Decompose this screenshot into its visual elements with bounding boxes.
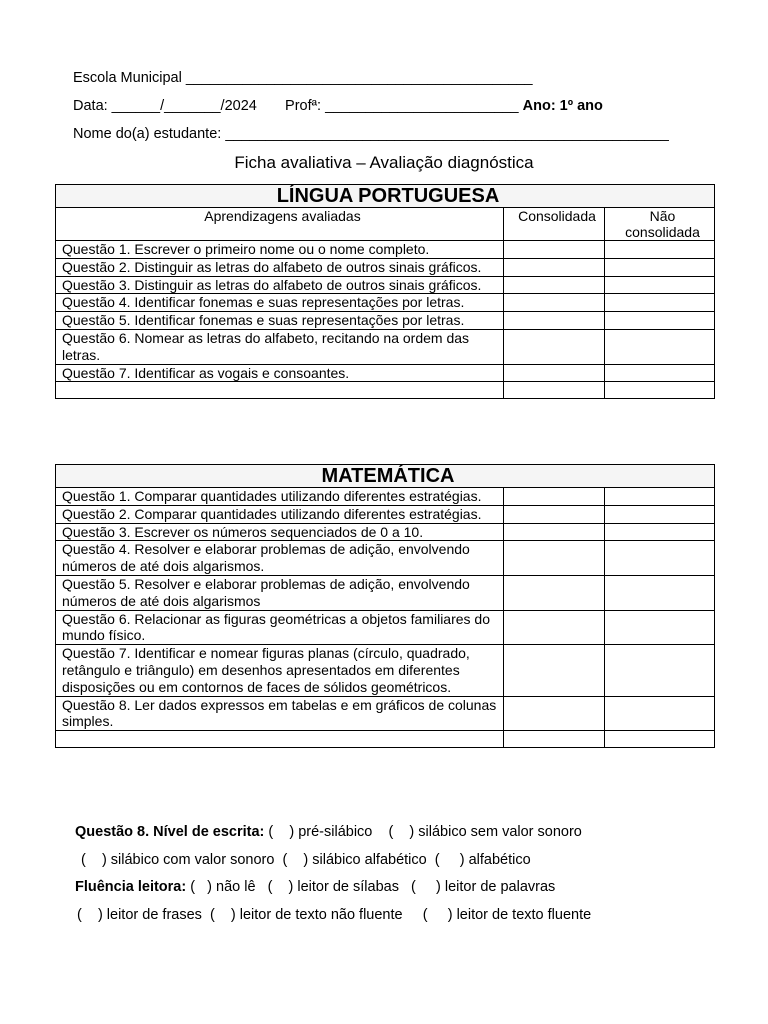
not-consolidated-cell[interactable] [605, 610, 715, 645]
col-header-consolidated: Consolidada [504, 208, 605, 241]
not-consolidated-cell[interactable] [605, 696, 715, 731]
not-consolidated-cell[interactable] [605, 645, 715, 696]
not-consolidated-cell[interactable] [605, 312, 715, 330]
reading-fluency-options-2[interactable]: ( ) leitor de frases ( ) leitor de texto não fluente ( ) leitor de texto fluente [77, 907, 592, 923]
consolidated-cell[interactable] [504, 575, 605, 610]
table-row [56, 696, 715, 731]
col-header-not-consolidated: Não consolidada [605, 208, 715, 241]
consolidated-cell[interactable] [504, 610, 605, 645]
table-row [56, 523, 715, 541]
reading-fluency-line-1 [75, 879, 555, 895]
consolidated-cell[interactable] [504, 276, 605, 294]
consolidated-cell[interactable] [504, 294, 605, 312]
not-consolidated-cell[interactable] [605, 541, 715, 576]
consolidated-cell[interactable] [504, 312, 605, 330]
table-row [56, 276, 715, 294]
not-consolidated-cell[interactable] [605, 241, 715, 259]
consolidated-cell[interactable] [504, 364, 605, 382]
question-text: Questão 7. Identificar e nomear figuras planas (círculo, quadrado, retângulo e triângulo) em desenhos apresentados em diferentes disposições ou em contornos de faces de sólidos geométricos. [56, 645, 504, 696]
table-row [56, 505, 715, 523]
table-row [56, 241, 715, 259]
table-row [56, 488, 715, 506]
table-row [56, 312, 715, 330]
empty-cell [605, 731, 715, 748]
question-text: Questão 2. Distinguir as letras do alfabeto de outros sinais gráficos. [56, 258, 504, 276]
not-consolidated-cell[interactable] [605, 488, 715, 506]
not-consolidated-cell[interactable] [605, 505, 715, 523]
writing-level-options-2[interactable]: ( ) silábico com valor sonoro ( ) silábico alfabético ( ) alfabético [81, 852, 531, 868]
consolidated-cell[interactable] [504, 523, 605, 541]
table-row [56, 575, 715, 610]
consolidated-cell[interactable] [504, 645, 605, 696]
document-title: Ficha avaliativa – Avaliação diagnóstica [234, 153, 534, 172]
portuguese-heading-row [56, 185, 715, 208]
consolidated-cell[interactable] [504, 329, 605, 364]
math-heading-row [56, 465, 715, 488]
question-text: Questão 6. Relacionar as figuras geométricas a objetos familiares do mundo físico. [56, 610, 504, 645]
question-text: Questão 6. Nomear as letras do alfabeto, recitando na ordem das letras. [56, 329, 504, 364]
consolidated-cell[interactable] [504, 505, 605, 523]
question-text: Questão 7. Identificar as vogais e consoantes. [56, 364, 504, 382]
consolidated-cell[interactable] [504, 541, 605, 576]
question-text: Questão 1. Escrever o primeiro nome ou o nome completo. [56, 241, 504, 259]
question-text: Questão 3. Distinguir as letras do alfabeto de outros sinais gráficos. [56, 276, 504, 294]
student-name-field: Nome do(a) estudante: _______________________________________________________ [73, 126, 669, 142]
writing-level-label: Questão 8. Nível de escrita: [75, 824, 265, 840]
consolidated-cell[interactable] [504, 488, 605, 506]
table-row [56, 329, 715, 364]
empty-row [56, 382, 715, 399]
question-text: Questão 4. Resolver e elaborar problemas de adição, envolvendo números de até dois algarismos. [56, 541, 504, 576]
question-text: Questão 4. Identificar fonemas e suas representações por letras. [56, 294, 504, 312]
reading-fluency-options-1[interactable]: ( ) não lê ( ) leitor de sílabas ( ) leitor de palavras [186, 879, 556, 895]
writing-level-line-1 [75, 824, 582, 840]
math-table [55, 464, 715, 748]
portuguese-table [55, 184, 715, 399]
column-header-row [56, 208, 715, 241]
reading-fluency-label: Fluência leitora: [75, 879, 187, 895]
question-text: Questão 5. Identificar fonemas e suas representações por letras. [56, 312, 504, 330]
consolidated-cell[interactable] [504, 258, 605, 276]
consolidated-cell[interactable] [504, 696, 605, 731]
date-teacher-line [73, 98, 603, 114]
empty-cell [504, 382, 605, 399]
empty-cell [504, 731, 605, 748]
question-text: Questão 5. Resolver e elaborar problemas de adição, envolvendo números de até dois algarismos [56, 575, 504, 610]
portuguese-heading: LÍNGUA PORTUGUESA [56, 185, 715, 208]
table-row [56, 645, 715, 696]
teacher-field: Profª: ________________________ [285, 98, 519, 114]
grade-field: Ano: 1º ano [522, 98, 603, 114]
empty-cell [56, 382, 504, 399]
question-text: Questão 2. Comparar quantidades utilizando diferentes estratégias. [56, 505, 504, 523]
col-header-learning: Aprendizagens avaliadas [56, 208, 504, 241]
question-text: Questão 8. Ler dados expressos em tabelas e em gráficos de colunas simples. [56, 696, 504, 731]
not-consolidated-cell[interactable] [605, 364, 715, 382]
not-consolidated-cell[interactable] [605, 294, 715, 312]
date-field: Data: ______/_______/2024 [73, 98, 257, 114]
not-consolidated-cell[interactable] [605, 258, 715, 276]
table-row [56, 258, 715, 276]
consolidated-cell[interactable] [504, 241, 605, 259]
writing-level-options-1[interactable]: ( ) pré-silábico ( ) silábico sem valor sonoro [264, 824, 582, 840]
table-row [56, 541, 715, 576]
table-row [56, 294, 715, 312]
question-text: Questão 1. Comparar quantidades utilizando diferentes estratégias. [56, 488, 504, 506]
empty-cell [56, 731, 504, 748]
table-row [56, 364, 715, 382]
not-consolidated-cell[interactable] [605, 523, 715, 541]
not-consolidated-cell[interactable] [605, 575, 715, 610]
not-consolidated-cell[interactable] [605, 276, 715, 294]
empty-cell [605, 382, 715, 399]
empty-row [56, 731, 715, 748]
not-consolidated-cell[interactable] [605, 329, 715, 364]
table-row [56, 610, 715, 645]
school-field: Escola Municipal ___________________________________________ [73, 70, 533, 86]
question-text: Questão 3. Escrever os números sequenciados de 0 a 10. [56, 523, 504, 541]
math-heading: MATEMÁTICA [56, 465, 715, 488]
